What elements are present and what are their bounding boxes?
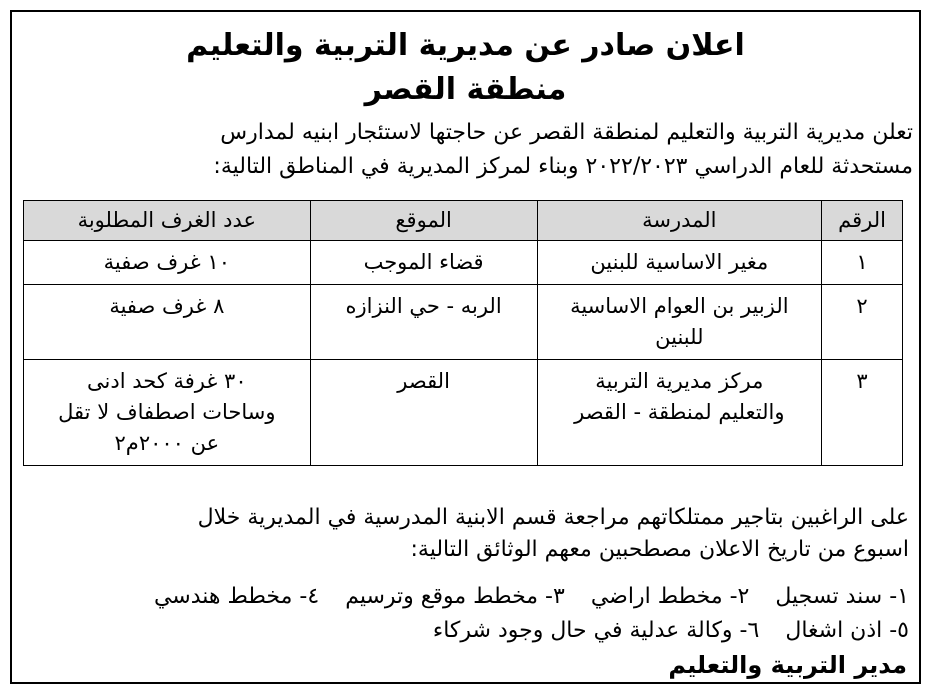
table-row <box>24 285 903 360</box>
announcement-subtitle: منطقة القصر <box>364 72 567 107</box>
documents-row-1 <box>22 580 909 614</box>
document-item: ٣- مخطط موقع وترسيم <box>345 584 565 609</box>
row-number: ١ <box>822 241 903 285</box>
instructions-line-1: على الراغبين بتاجير ممتلكاتهم مراجعة قسم الابنية المدرسية في المديرية خلال <box>197 505 909 530</box>
row-rooms: ١٠ غرف صفية <box>24 241 311 285</box>
header-rooms: عدد الغرف المطلوبة <box>24 201 311 241</box>
signature: مدير التربية والتعليم <box>668 651 907 679</box>
row-school: الزبير بن العوام الاساسية للبنين <box>537 285 822 360</box>
row-number: ٣ <box>822 360 903 466</box>
documents-row-2 <box>22 614 909 648</box>
instructions-paragraph <box>22 502 909 566</box>
intro-line-1: تعلن مديرية التربية والتعليم لمنطقة القصر عن حاجتها لاستئجار ابنيه لمدارس <box>220 120 913 145</box>
row-location: القصر <box>310 360 537 466</box>
row-location: قضاء الموجب <box>310 241 537 285</box>
header-school: المدرسة <box>537 201 822 241</box>
row-number: ٢ <box>822 285 903 360</box>
announcement-frame <box>10 10 921 684</box>
header-location: الموقع <box>310 201 537 241</box>
instructions-line-2: اسبوع من تاريخ الاعلان مصطحبين معهم الوثائق التالية: <box>410 537 909 562</box>
table-row <box>24 360 903 466</box>
row-rooms: ٣٠ غرفة كحد ادنى وساحات اصطفاف لا تقل عن ٢٠٠٠م٢ <box>24 360 311 466</box>
document-item: ١- سند تسجيل <box>775 584 909 609</box>
intro-line-2: مستحدثة للعام الدراسي ٢٠٢٢/٢٠٢٣ وبناء لمركز المديرية في المناطق التالية: <box>213 154 913 179</box>
schools-table <box>23 200 903 466</box>
row-school: مركز مديرية التربية والتعليم لمنطقة - القصر <box>537 360 822 466</box>
row-school: مغير الاساسية للبنين <box>537 241 822 285</box>
row-location: الربه - حي النزازه <box>310 285 537 360</box>
document-item: ٥- اذن اشغال <box>785 618 909 643</box>
header-number: الرقم <box>822 201 903 241</box>
required-documents <box>22 580 909 648</box>
table-header-row <box>24 201 903 241</box>
announcement-title: اعلان صادر عن مديرية التربية والتعليم <box>186 28 745 63</box>
intro-paragraph <box>22 116 913 184</box>
document-item: ٢- مخطط اراضي <box>590 584 750 609</box>
row-rooms: ٨ غرف صفية <box>24 285 311 360</box>
document-item: ٤- مخطط هندسي <box>153 584 320 609</box>
document-item: ٦- وكالة عدلية في حال وجود شركاء <box>432 618 760 643</box>
table-row <box>24 241 903 285</box>
